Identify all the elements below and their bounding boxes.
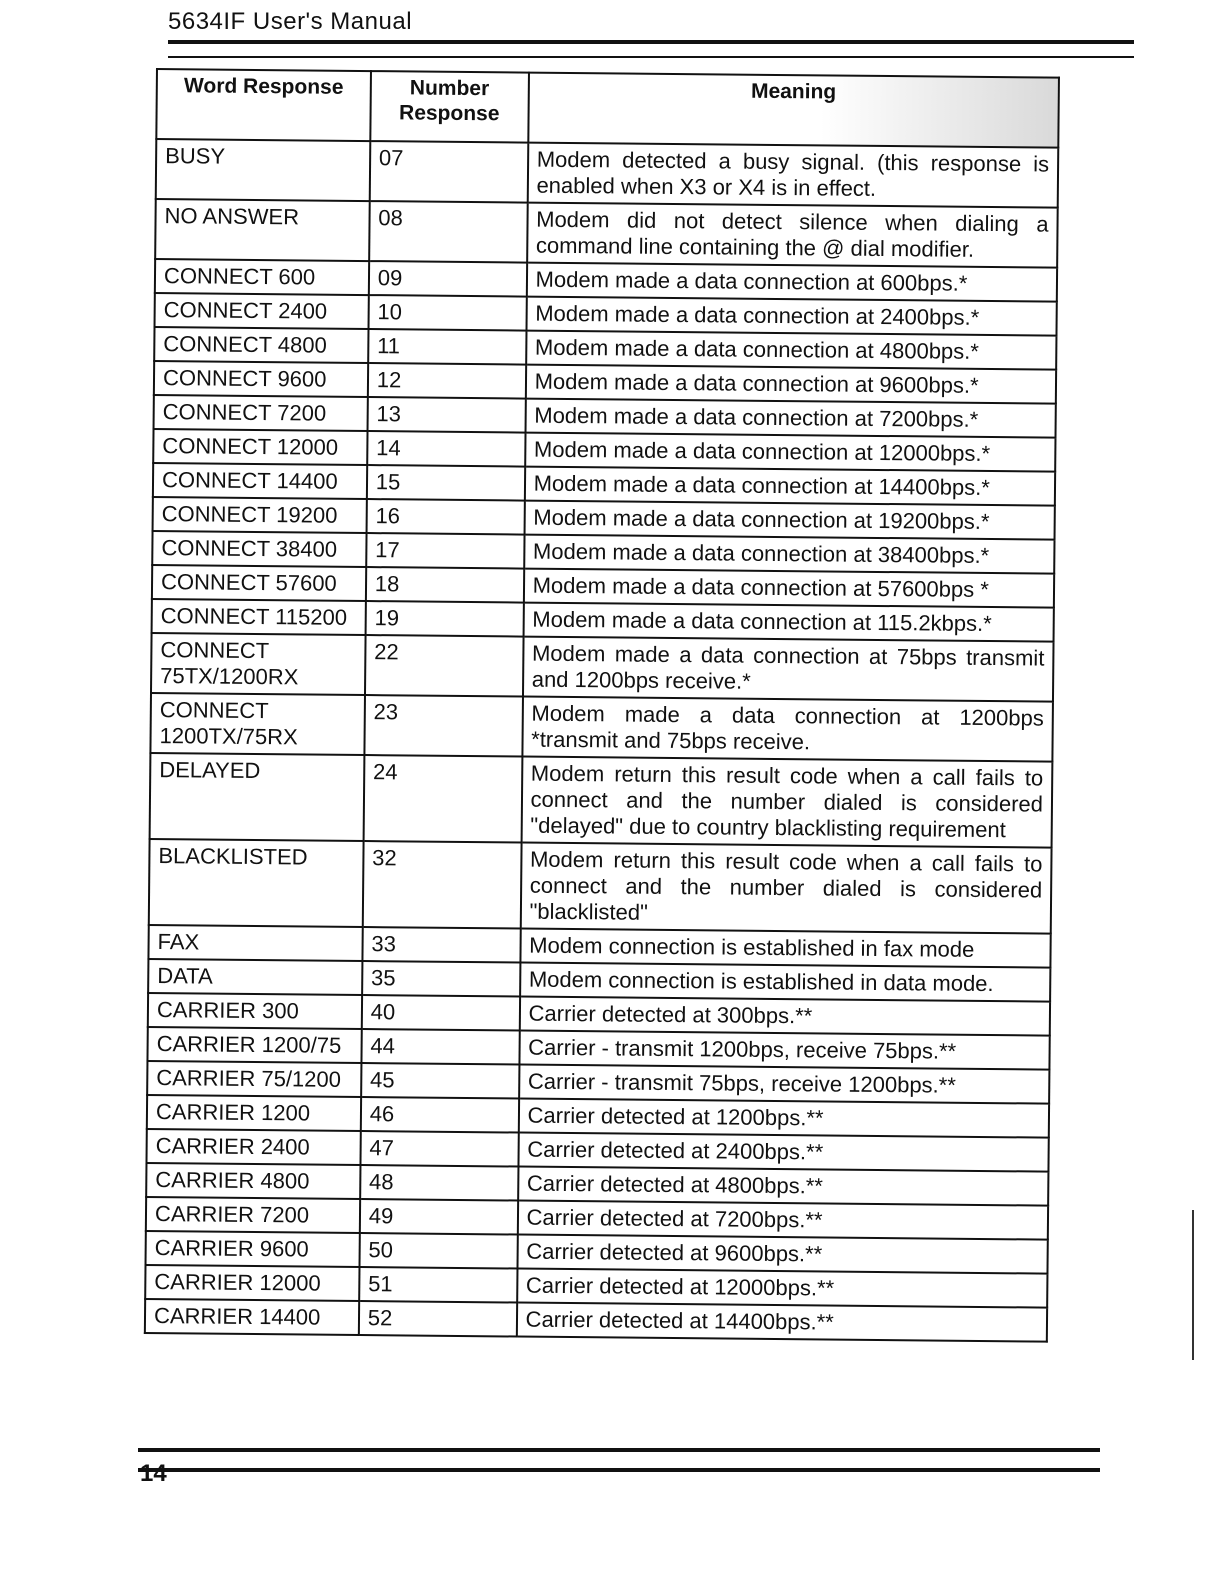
- word-response-cell: NO ANSWER: [155, 199, 369, 261]
- meaning-cell: Modem made a data connection at 14400bps.*: [524, 467, 1055, 506]
- meaning-cell: Carrier detected at 300bps.**: [519, 997, 1050, 1036]
- meaning-cell: Modem made a data connection at 19200bps.*: [524, 501, 1055, 540]
- number-response-cell: 49: [360, 1199, 518, 1235]
- meaning-cell: Modem did not detect silence when dialing a command line containing the @ dial modifier.: [527, 203, 1058, 268]
- number-response-cell: 12: [368, 363, 526, 399]
- number-response-cell: 24: [363, 755, 522, 843]
- word-response-cell: CARRIER 75/1200: [147, 1061, 361, 1097]
- number-response-cell: 51: [359, 1267, 517, 1303]
- meaning-cell: Modem made a data connection at 1200bps *transmit and 75bps receive.: [522, 697, 1053, 762]
- number-response-cell: 48: [360, 1165, 518, 1201]
- footer-rule: [138, 1448, 1100, 1452]
- word-response-cell: CONNECT 4800: [154, 327, 368, 363]
- word-response-cell: CONNECT 14400: [153, 463, 367, 499]
- table-header-row: [156, 69, 1059, 148]
- word-response-cell: CONNECT 1200TX/75RX: [150, 693, 364, 755]
- page-number: 14: [140, 1460, 167, 1487]
- number-response-cell: 44: [361, 1029, 519, 1065]
- word-response-cell: CARRIER 12000: [145, 1265, 359, 1301]
- number-response-cell: 13: [367, 397, 525, 433]
- number-response-cell: 46: [361, 1097, 519, 1133]
- margin-mark: [1192, 1210, 1194, 1360]
- word-response-cell: DATA: [148, 959, 362, 995]
- number-response-cell: 08: [369, 201, 527, 263]
- table-row: [155, 199, 1058, 268]
- table-row: [156, 139, 1059, 208]
- header-number-response: Number Response: [370, 71, 528, 143]
- word-response-cell: DELAYED: [150, 753, 365, 841]
- meaning-cell: Carrier detected at 7200bps.**: [517, 1201, 1048, 1240]
- word-response-cell: CARRIER 1200: [147, 1095, 361, 1131]
- number-response-cell: 15: [367, 465, 525, 501]
- meaning-cell: Modem made a data connection at 38400bps.*: [524, 535, 1055, 574]
- meaning-cell: Modem made a data connection at 4800bps.*: [526, 331, 1057, 370]
- header-rule: [168, 40, 1134, 44]
- number-response-cell: 11: [368, 329, 526, 365]
- meaning-cell: Modem connection is established in data mode.: [520, 963, 1051, 1002]
- number-response-cell: 45: [361, 1063, 519, 1099]
- meaning-cell: Modem made a data connection at 115.2kbps.*: [523, 603, 1054, 642]
- word-response-cell: CONNECT 19200: [153, 497, 367, 533]
- number-response-cell: 09: [369, 261, 527, 297]
- word-response-cell: CARRIER 2400: [146, 1129, 360, 1165]
- number-response-cell: 50: [359, 1233, 517, 1269]
- meaning-cell: Modem made a data connection at 600bps.*: [526, 263, 1057, 302]
- word-response-cell: CONNECT 12000: [153, 429, 367, 465]
- meaning-cell: Carrier detected at 1200bps.**: [518, 1099, 1049, 1138]
- header-word-response: Word Response: [156, 69, 370, 141]
- number-response-cell: 40: [362, 995, 520, 1031]
- table-row: [150, 693, 1053, 762]
- word-response-cell: BLACKLISTED: [149, 839, 364, 927]
- meaning-cell: Carrier detected at 9600bps.**: [517, 1235, 1048, 1274]
- meaning-cell: Modem detected a busy signal. (this response is enabled when X3 or X4 is in effect.: [527, 143, 1058, 208]
- manual-title: 5634IF User's Manual: [168, 8, 413, 35]
- meaning-cell: Carrier - transmit 75bps, receive 1200bps.**: [519, 1065, 1050, 1104]
- word-response-cell: CONNECT 600: [155, 259, 369, 295]
- word-response-cell: BUSY: [156, 139, 370, 201]
- meaning-cell: Carrier detected at 12000bps.**: [517, 1269, 1048, 1308]
- meaning-cell: Modem made a data connection at 2400bps.*: [526, 297, 1057, 336]
- table-row: [151, 633, 1054, 702]
- meaning-cell: Modem made a data connection at 75bps transmit and 1200bps receive.*: [523, 637, 1054, 702]
- result-codes-table-wrapper: [144, 68, 1060, 1343]
- meaning-cell: Modem made a data connection at 12000bps.*: [525, 433, 1056, 472]
- header-meaning: Meaning: [528, 73, 1059, 148]
- meaning-cell: Modem made a data connection at 9600bps.*: [525, 365, 1056, 404]
- number-response-cell: 17: [366, 533, 524, 569]
- word-response-cell: CONNECT 57600: [152, 565, 366, 601]
- word-response-cell: CARRIER 9600: [146, 1231, 360, 1267]
- number-response-cell: 22: [365, 635, 523, 697]
- word-response-cell: CARRIER 1200/75: [147, 1027, 361, 1063]
- header-rule-thin: [168, 56, 1134, 58]
- number-response-cell: 19: [365, 601, 523, 637]
- word-response-cell: CARRIER 7200: [146, 1197, 360, 1233]
- word-response-cell: CONNECT 38400: [152, 531, 366, 567]
- meaning-cell: Carrier detected at 2400bps.**: [518, 1133, 1049, 1172]
- table-row: [149, 839, 1052, 934]
- meaning-cell: Modem return this result code when a call fails to connect and the number dialed is considered "blacklisted": [520, 843, 1051, 934]
- number-response-cell: 18: [366, 567, 524, 603]
- meaning-cell: Modem return this result code when a call fails to connect and the number dialed is considered "delayed" due to country blacklisting requirement: [521, 757, 1052, 848]
- number-response-cell: 35: [362, 961, 520, 997]
- word-response-cell: CARRIER 300: [148, 993, 362, 1029]
- meaning-cell: Modem made a data connection at 57600bps *: [524, 569, 1055, 608]
- number-response-cell: 32: [363, 841, 522, 929]
- number-response-cell: 16: [366, 499, 524, 535]
- number-response-cell: 07: [370, 141, 528, 203]
- word-response-cell: CONNECT 75TX/1200RX: [151, 633, 365, 695]
- number-response-cell: 23: [364, 695, 522, 757]
- table-row: [150, 753, 1053, 848]
- word-response-cell: CONNECT 9600: [154, 361, 368, 397]
- table-row: [145, 1299, 1047, 1342]
- table-body: [145, 139, 1058, 1342]
- word-response-cell: CONNECT 2400: [155, 293, 369, 329]
- footer-rule-lower: [138, 1468, 1100, 1472]
- meaning-cell: Modem made a data connection at 7200bps.*: [525, 399, 1056, 438]
- word-response-cell: CARRIER 4800: [146, 1163, 360, 1199]
- meaning-cell: Modem connection is established in fax mode: [520, 929, 1051, 968]
- meaning-cell: Carrier detected at 4800bps.**: [518, 1167, 1049, 1206]
- meaning-cell: Carrier - transmit 1200bps, receive 75bps.**: [519, 1031, 1050, 1070]
- number-response-cell: 52: [359, 1301, 517, 1337]
- number-response-cell: 33: [362, 927, 520, 963]
- word-response-cell: CONNECT 115200: [152, 599, 366, 635]
- word-response-cell: CARRIER 14400: [145, 1299, 359, 1335]
- meaning-cell: Carrier detected at 14400bps.**: [516, 1303, 1047, 1342]
- word-response-cell: FAX: [148, 925, 362, 961]
- result-codes-table: [144, 68, 1060, 1343]
- number-response-cell: 14: [367, 431, 525, 467]
- word-response-cell: CONNECT 7200: [154, 395, 368, 431]
- number-response-cell: 10: [368, 295, 526, 331]
- number-response-cell: 47: [360, 1131, 518, 1167]
